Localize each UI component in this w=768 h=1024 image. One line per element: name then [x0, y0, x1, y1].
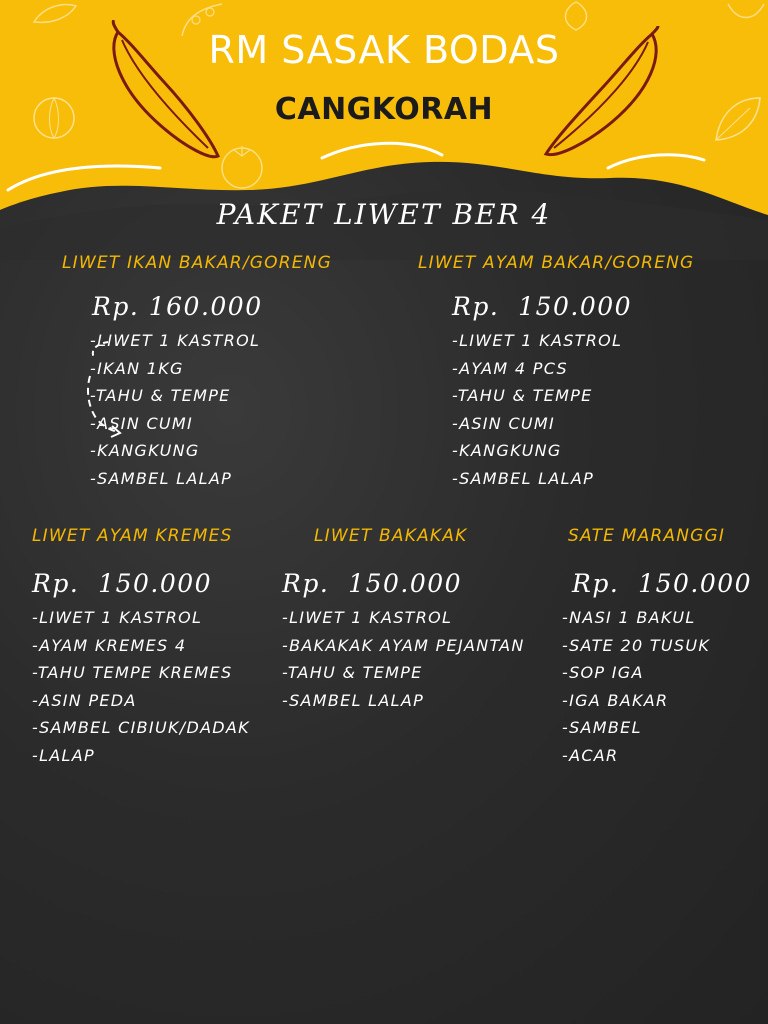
package-title: LIWET BAKAKAK	[314, 526, 468, 546]
package-items	[452, 327, 622, 492]
list-item: -SAMBEL LALAP	[452, 468, 595, 488]
list-item: -LIWET 1 KASTROL	[90, 331, 261, 350]
section-heading: PAKET LIWET BER 4	[216, 198, 552, 231]
package-price: Rp. 150.000	[32, 569, 213, 598]
list-item: -AYAM 4 PCS	[452, 358, 568, 378]
package-title: SATE MARANGGI	[568, 526, 726, 546]
package-title: LIWET AYAM KREMES	[32, 526, 233, 546]
list-item: -ASIN CUMI	[452, 413, 556, 433]
list-item: -SATE 20 TUSUK	[562, 635, 711, 655]
package-price: Rp. 150.000	[452, 292, 633, 321]
list-item: -LIWET 1 KASTROL	[452, 331, 623, 350]
package-price: Rp. 160.000	[92, 292, 263, 321]
list-item: -IGA BAKAR	[562, 690, 669, 710]
list-item: -KANGKUNG	[452, 441, 562, 460]
package-price: Rp. 150.000	[572, 569, 753, 598]
list-item: -TAHU & TEMPE	[282, 663, 423, 682]
list-item: -KANGKUNG	[90, 441, 200, 460]
list-item: -ACAR	[562, 745, 619, 765]
leaf-icon	[30, 0, 80, 26]
restaurant-location: CANGKORAH	[274, 92, 494, 127]
list-item: -TAHU & TEMPE	[452, 386, 593, 405]
arrow-doodle-icon	[82, 336, 128, 440]
list-item: -SAMBEL LALAP	[90, 468, 233, 488]
list-item: -SAMBEL CIBIUK/DADAK	[32, 718, 250, 737]
list-item: -SAMBEL	[562, 718, 642, 737]
package-items	[32, 604, 250, 769]
list-item: -LIWET 1 KASTROL	[282, 608, 453, 627]
list-item: -IKAN 1KG	[90, 358, 184, 378]
list-item: -AYAM KREMES 4	[32, 635, 187, 655]
list-item: -NASI 1 BAKUL	[562, 608, 696, 627]
package-items	[282, 604, 525, 714]
list-item: -LIWET 1 KASTROL	[32, 608, 203, 627]
list-item: -ASIN CUMI	[90, 413, 194, 433]
list-item: -TAHU & TEMPE	[90, 386, 231, 405]
package-title: LIWET AYAM BAKAR/GORENG	[418, 253, 695, 273]
list-item: -LALAP	[32, 745, 95, 765]
package-title: LIWET IKAN BAKAR/GORENG	[62, 253, 332, 273]
tomato-icon	[214, 140, 270, 190]
list-item: -SAMBEL LALAP	[282, 690, 425, 710]
package-price: Rp. 150.000	[282, 569, 463, 598]
onion-icon	[724, 0, 768, 24]
package-items	[562, 604, 710, 769]
list-item: -TAHU TEMPE KREMES	[32, 663, 233, 682]
list-item: -SOP IGA	[562, 663, 644, 682]
list-item: -BAKAKAK AYAM PEJANTAN	[282, 635, 525, 655]
restaurant-name: RM SASAK BODAS	[208, 28, 560, 72]
list-item: -ASIN PEDA	[32, 690, 137, 710]
